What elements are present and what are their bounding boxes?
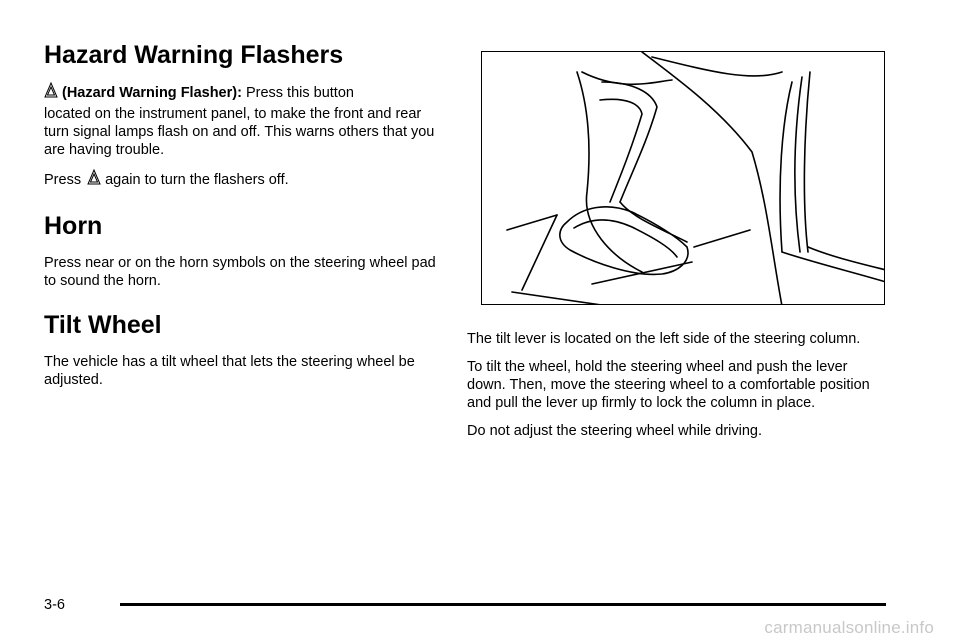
hazard-press-again-paragraph [44,169,444,189]
tilt-lever-drawing [482,52,885,305]
hazard-lead-text: Press this button [245,85,354,101]
tilt-caution-paragraph: Do not adjust the steering wheel while driving. [467,423,762,439]
tilt-lever-location-paragraph: The tilt lever is located on the left side of the steering column. [467,331,861,347]
horn-section-title: Horn [44,212,103,240]
hazard-triangle-icon [87,169,101,185]
horn-paragraph: Press near or on the horn symbols on the steering wheel pad to sound the horn. [44,255,436,289]
hazard-flasher-label: (Hazard Warning Flasher): [62,85,242,101]
right-column [467,330,887,440]
watermark: carmanualsonline.info [764,618,934,637]
tilt-wheel-paragraph: The vehicle has a tilt wheel that lets the steering wheel be adjusted. [44,354,415,388]
tilt-lever-illustration [481,51,885,305]
page-number: 3-6 [44,597,65,613]
press-word: Press [44,172,82,188]
left-column [44,40,444,389]
hazard-paragraph: located on the instrument panel, to make the front and rear turn signal lamps flash on and off. This warns others that you are having trouble. [44,106,435,158]
tilt-wheel-section-title: Tilt Wheel [44,311,162,339]
tilt-instructions-paragraph: To tilt the wheel, hold the steering wheel and push the lever down. Then, move the steering wheel to a comfortable position and pull the lever up firmly to lock the column in place. [467,359,870,411]
press-again-text: again to turn the flashers off. [105,172,289,188]
hazard-lead-paragraph [44,82,444,102]
hazard-triangle-icon [44,82,58,98]
footer-rule [120,603,886,606]
hazard-section-title: Hazard Warning Flashers [44,41,344,69]
